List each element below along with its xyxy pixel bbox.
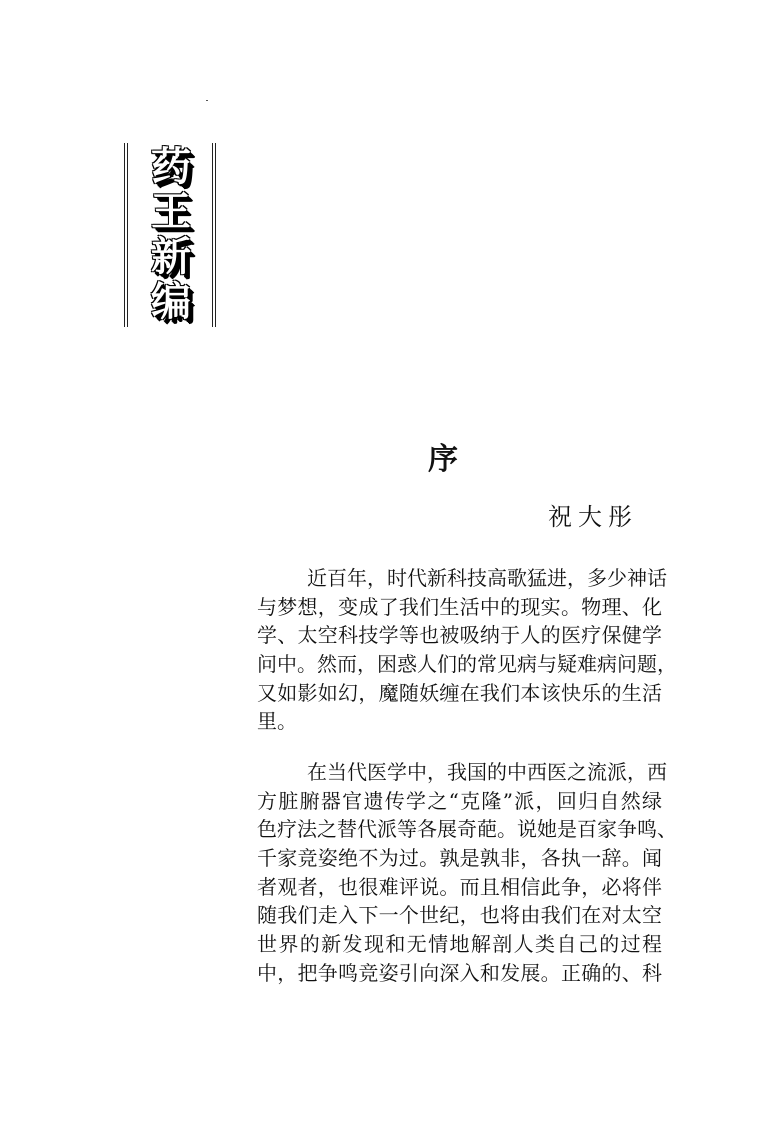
text-line: 问中。然而，困惑人们的常见病与疑难病问题， <box>257 652 677 677</box>
border-line <box>124 143 125 327</box>
text-line: 学、太空科技学等也被吸纳于人的医疗保健学 <box>257 623 662 648</box>
border-line <box>212 143 213 327</box>
text-line: 与梦想，变成了我们生活中的现实。物理、化 <box>257 594 662 619</box>
text-line: 色疗法之替代派等各展奇葩。说她是百家争鸣、 <box>257 817 677 842</box>
text-line: 随我们走入下一个世纪，也将由我们在对太空 <box>257 903 662 928</box>
text-line: 里。 <box>257 709 297 734</box>
book-title-char: 编 <box>151 279 191 325</box>
book-title-char: 药 <box>151 144 191 190</box>
border-line <box>215 143 216 327</box>
text-line: 中，把争鸣竞姿引向深入和发展。正确的、科 <box>257 960 662 985</box>
paragraph-1 <box>257 564 677 736</box>
book-title-char: 新 <box>151 234 191 280</box>
scan-speck <box>206 100 208 101</box>
text-line: 方脏腑器官遗传学之“克隆”派，回归自然绿 <box>257 788 662 813</box>
book-title-char: 王 <box>151 189 191 235</box>
text-line: 在当代医学中，我国的中西医之流派，西 <box>307 760 667 784</box>
text-line: 又如影如幻，魔随妖缠在我们本该快乐的生活 <box>257 680 662 705</box>
text-line: 世界的新发现和无情地解剖人类自己的过程 <box>257 932 662 957</box>
book-title <box>148 145 194 325</box>
border-line <box>127 143 128 327</box>
text-line: 千家竞姿绝不为过。孰是孰非，各执一辞。闻 <box>257 846 662 871</box>
paragraph-2 <box>257 758 677 988</box>
section-heading: 序 <box>428 442 458 477</box>
book-title-box <box>124 143 216 327</box>
author-name: 祝大彤 <box>548 503 638 531</box>
text-line: 近百年，时代新科技高歌猛进，多少神话 <box>307 566 667 590</box>
text-line: 者观者，也很难评说。而且相信此争，必将伴 <box>257 874 662 899</box>
